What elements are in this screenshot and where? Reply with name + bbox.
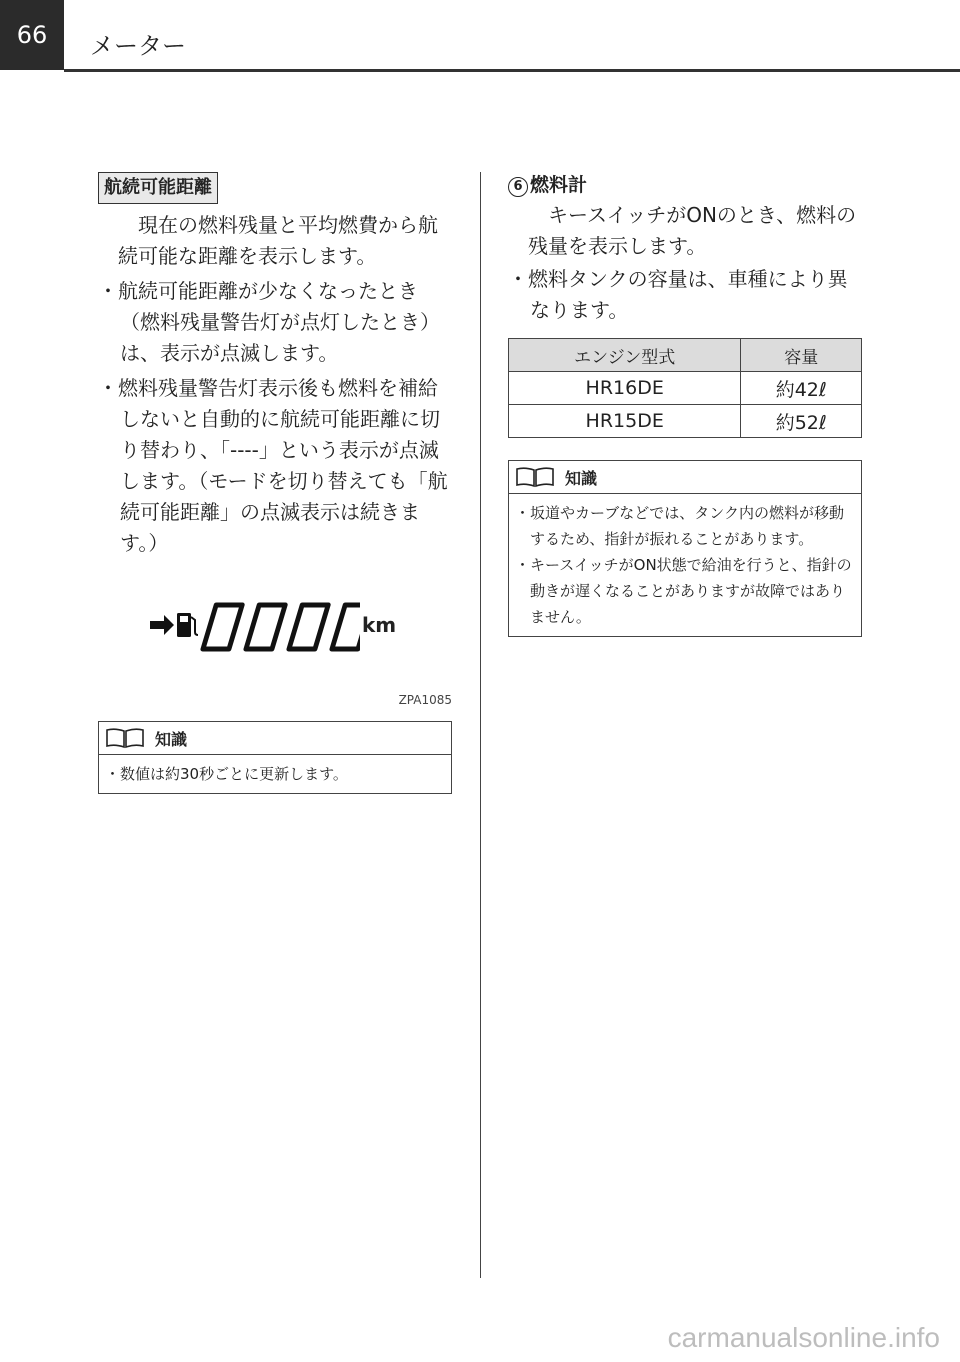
section-number: 6 (508, 177, 528, 197)
column-divider (480, 172, 481, 1278)
note-title: 知識 (565, 468, 598, 488)
book-icon (515, 466, 555, 488)
table-header-row (509, 339, 862, 372)
note-header (99, 722, 451, 755)
right-column (508, 172, 862, 637)
table-cell: HR16DE (509, 372, 741, 405)
table-row (509, 405, 862, 438)
table-row (509, 372, 862, 405)
watermark: carmanualsonline.info (667, 1322, 940, 1353)
meter-unit: km (362, 613, 397, 637)
section-title-text: 燃料計 (530, 174, 588, 196)
table-header-cell: エンジン型式 (509, 339, 741, 372)
page-title: メーター (90, 32, 186, 60)
range-bullet-1: ・航続可能距離が少なくなったとき（燃料残量警告灯が点灯したとき）は、表示が点滅します。 (98, 279, 440, 365)
page-number: 66 (0, 0, 64, 70)
note-title: 知識 (155, 729, 188, 749)
section-title-fuel-gauge (508, 172, 862, 198)
fuel-bullet-1: ・燃料タンクの容量は、車種により異なります。 (508, 267, 848, 322)
note-box-left (98, 721, 452, 794)
fuel-intro: キースイッチがONのとき、燃料の残量を表示します。 (528, 203, 857, 258)
header-rule (64, 69, 960, 72)
fuel-pump-arrow-icon (150, 599, 360, 655)
note-header (509, 461, 861, 494)
section-label-range: 航続可能距離 (98, 172, 218, 204)
note-item: ・坂道やカーブなどでは、タンク内の燃料が移動するため、指針が振れることがあります。 (515, 504, 844, 548)
fuel-capacity-table (508, 338, 862, 438)
note-item: ・数値は約30秒ごとに更新します。 (105, 765, 348, 783)
range-bullet-2: ・燃料残量警告灯表示後も燃料を補給しないと自動的に航続可能距離に切り替わり、「----」という表示が点滅します。（モードを切り替えても「航続可能距離」の点滅表示は続きます。） (98, 376, 448, 555)
note-body (509, 494, 861, 636)
range-intro: 現在の燃料残量と平均燃費から航続可能な距離を表示します。 (118, 213, 438, 268)
note-body (99, 755, 451, 793)
left-column (98, 172, 452, 794)
book-icon (105, 727, 145, 749)
table-header-cell: 容量 (741, 339, 862, 372)
figure-id: ZPA1085 (398, 693, 452, 707)
table-cell: 約42ℓ (741, 372, 862, 405)
page-header (0, 0, 960, 72)
table-cell: HR15DE (509, 405, 741, 438)
range-meter-figure (98, 581, 452, 691)
note-item: ・キースイッチがON状態で給油を行うと、指針の動きが遅くなることがありますが故障ではありません。 (515, 556, 852, 626)
table-cell: 約52ℓ (741, 405, 862, 438)
note-box-right (508, 460, 862, 637)
